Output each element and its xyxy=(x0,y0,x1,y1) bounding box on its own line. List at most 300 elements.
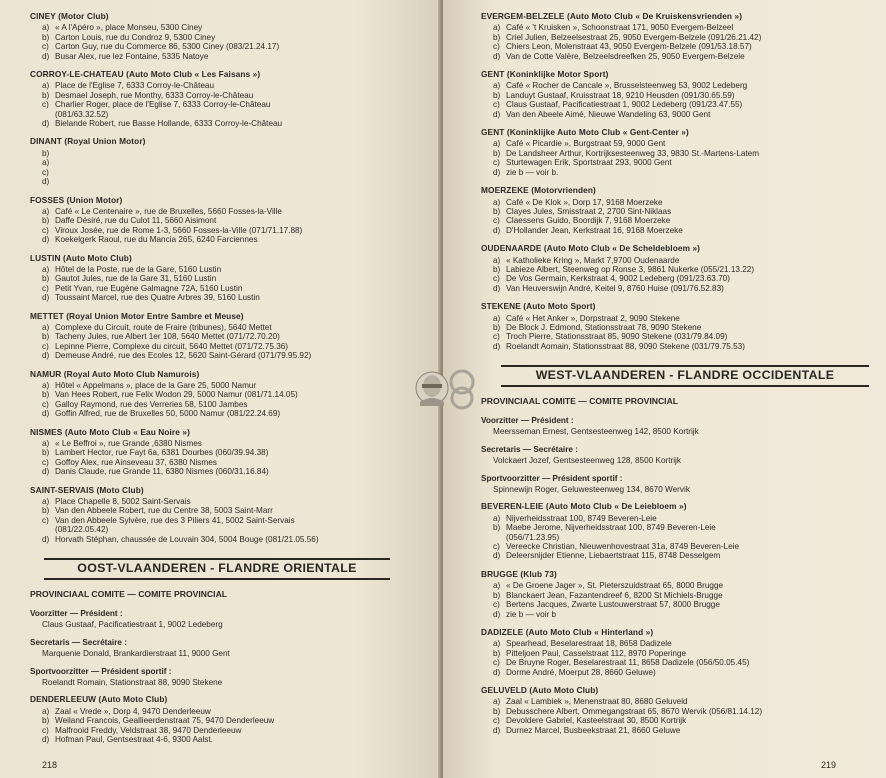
entry-key: c) xyxy=(493,216,500,226)
entry-text: Place Chapelle 8, 5002 Saint-Servais xyxy=(55,497,191,507)
entry-text: Lepinne Pierre, Complexe du circuit, 5640 Mettet (071/72.75.36) xyxy=(55,341,289,351)
entry-key: c) xyxy=(42,341,49,351)
left-page xyxy=(0,0,440,778)
entry-text: Carton Louis, rue du Condroz 9, 5300 Ciney xyxy=(55,32,216,42)
club-entries xyxy=(30,149,430,187)
club-entry xyxy=(30,81,430,90)
club-entry xyxy=(30,351,430,360)
entry-text: Goffoy Alex, rue Ainseveau 37, 6380 Nismes xyxy=(55,457,217,467)
club-entry xyxy=(30,52,430,61)
entry-text: Claessens Guido, Boordijk 7, 9168 Moerzeke xyxy=(506,216,671,226)
club-entry xyxy=(481,514,877,523)
club-entry xyxy=(481,168,877,177)
right-roles-list xyxy=(481,416,877,494)
club-name: FOSSES (Union Motor) xyxy=(30,194,123,205)
club-block xyxy=(481,628,877,677)
club-name: METTET (Royal Union Motor Entre Sambre et Meuse) xyxy=(30,310,244,321)
entry-text: Landuyt Gustaaf, Kruisstraat 18, 9210 Heusden (091/30.65.59) xyxy=(506,90,735,100)
entry-key: a) xyxy=(493,581,501,591)
entry-key: a) xyxy=(493,513,501,523)
club-name: GENT (Koninklijke Auto Moto Club « Gent-Center ») xyxy=(481,127,689,138)
entry-text: De Block J. Edmond, Stationsstraat 78, 9090 Stekene xyxy=(506,322,702,332)
club-entries xyxy=(481,514,877,561)
entry-text: « A l'Apéro », place Monseu, 5300 Ciney xyxy=(55,23,203,33)
entry-key: d) xyxy=(42,734,50,744)
club-name: EVERGEM-BELZELE (Auto Moto Club « De Kruiskensvrienden ») xyxy=(481,11,743,21)
club-entry xyxy=(30,726,430,735)
entry-text: « Katholieke Kring », Markt 7,9700 Oudenaarde xyxy=(506,255,680,265)
page-number-left: 218 xyxy=(42,760,58,770)
entry-key: a) xyxy=(42,81,50,91)
role-value: Spinnewijn Roger, Geluwesteenweg 134, 8670 Wervik xyxy=(493,485,690,495)
club-name: DINANT (Royal Union Motor) xyxy=(30,136,146,147)
club-entry xyxy=(30,265,430,274)
entry-key: c) xyxy=(42,283,49,293)
entry-text: zie b — voir b. xyxy=(506,167,559,177)
entry-text: Van Hees Robert, rue Felix Wodon 29, 5000 Namur (081/71.14.05) xyxy=(55,390,298,400)
club-name: OUDENAARDE (Auto Moto Club « De Scheldebloem ») xyxy=(481,243,701,254)
entry-text: Busar Alex, rue lez Fontaine, 5335 Natoye xyxy=(55,51,209,61)
entry-key: a) xyxy=(42,206,50,216)
entry-key: b) xyxy=(493,523,501,533)
entry-text: Debusschere Albert, Ommegangstraat 65, 8670 Wervik (056/81.14.12) xyxy=(506,706,763,716)
club-entry xyxy=(481,42,877,51)
club-entry xyxy=(481,649,877,658)
club-block xyxy=(30,137,430,186)
entry-key: a) xyxy=(42,264,50,274)
club-entry xyxy=(30,226,430,235)
entry-key: d) xyxy=(493,225,501,235)
entry-key: d) xyxy=(42,409,50,419)
club-entry xyxy=(30,149,430,158)
entry-key: c) xyxy=(493,274,500,284)
club-block xyxy=(481,70,877,119)
entry-text: Desmael Joseph, rue Monthy, 6333 Corroy-le-Château xyxy=(55,90,254,100)
entry-key: c) xyxy=(42,225,49,235)
entry-key: c) xyxy=(42,457,49,467)
club-block xyxy=(481,686,877,735)
club-entry xyxy=(30,735,430,744)
comite-role xyxy=(30,667,430,688)
club-entry xyxy=(481,216,877,225)
region-title-oost-vlaanderen: OOST-VLAANDEREN - FLANDRE ORIENTALE xyxy=(44,558,390,579)
entry-text: Petit Yvan, rue Eugène Galmagne 72A, 5160 Lustin xyxy=(55,283,243,293)
club-entry xyxy=(481,91,877,100)
club-entry xyxy=(481,533,877,542)
club-entry xyxy=(30,342,430,351)
club-entry xyxy=(30,293,430,302)
right-column xyxy=(481,12,877,744)
entry-key: b) xyxy=(42,216,50,226)
entry-key: b) xyxy=(493,206,501,216)
club-entry xyxy=(481,226,877,235)
comite-role xyxy=(481,416,877,437)
club-entries xyxy=(30,439,430,477)
club-entry xyxy=(481,591,877,600)
club-entries xyxy=(481,256,877,294)
entry-key: a) xyxy=(42,706,50,716)
entry-text: Bielande Robert, rue Basse Hollande, 6333 Corroy-le-Château xyxy=(55,119,283,129)
club-entries xyxy=(30,207,430,245)
entry-text: Vereecke Christian, Nieuwenhovestraat 31a, 8749 Beveren-Leie xyxy=(506,542,740,552)
club-entry xyxy=(481,139,877,148)
club-entry xyxy=(30,284,430,293)
role-label: Sportvoorzitter — Président sportif : xyxy=(30,666,172,676)
club-entry xyxy=(30,707,430,716)
club-entry xyxy=(30,439,430,448)
entry-key: c) xyxy=(42,725,49,735)
club-entry xyxy=(30,119,430,128)
entry-text: (081/63.32.52) xyxy=(55,109,109,119)
club-name: MOERZEKE (Motorvrienden) xyxy=(481,185,596,196)
entry-key: a) xyxy=(42,322,50,332)
entry-key: b) xyxy=(42,148,50,158)
entry-key: b) xyxy=(42,274,50,284)
club-entries xyxy=(481,139,877,177)
club-entries xyxy=(481,581,877,619)
entry-key xyxy=(42,525,55,534)
club-entry xyxy=(481,81,877,90)
entry-key: a) xyxy=(493,81,501,91)
entry-key: c) xyxy=(493,42,500,52)
club-block xyxy=(30,254,430,303)
club-block xyxy=(30,196,430,245)
club-entry xyxy=(481,100,877,109)
role-label: Voorzitter — Président : xyxy=(481,416,574,425)
entry-text: « De Groene Jager », St. Pieterszuidstraat 65, 8000 Brugge xyxy=(506,581,724,591)
role-label: Sportvoorzitter — Président sportif : xyxy=(481,473,623,483)
club-entry xyxy=(481,158,877,167)
entry-key: c) xyxy=(42,515,49,525)
club-block xyxy=(481,302,877,351)
role-value: Marquenie Donald, Brankardierstraat 11, 9000 Gent xyxy=(42,649,230,659)
entry-text: Malfrooid Freddy, Veldstraat 38, 9470 Denderleeuw xyxy=(55,725,242,735)
right-club-list-bottom xyxy=(481,502,877,735)
role-value: Claus Gustaaf, Pacificatiestraat 1, 9002 Ledeberg xyxy=(42,620,223,630)
club-entries xyxy=(481,81,877,119)
entry-text: Van Heuverswijn André, Keitel 9, 8760 Huise (091/76.52.83) xyxy=(506,283,724,293)
left-roles-list xyxy=(30,609,430,687)
entry-key: d) xyxy=(42,119,50,129)
club-entry xyxy=(30,100,430,109)
club-entry xyxy=(30,381,430,390)
right-club-list-top xyxy=(481,12,877,351)
entry-key: d) xyxy=(493,283,501,293)
entry-key xyxy=(493,533,506,542)
entry-key: d) xyxy=(42,534,50,544)
club-name: SAINT-SERVAIS (Moto Club) xyxy=(30,484,144,495)
club-entry xyxy=(30,506,430,515)
entry-key: d) xyxy=(493,109,501,119)
club-entry xyxy=(481,332,877,341)
club-name: CORROY-LE-CHATEAU (Auto Moto Club « Les Faisans ») xyxy=(30,69,261,80)
entry-text: Demeuse André, rue des Ecoles 12, 5620 Saint-Gérard (071/79.95.92) xyxy=(55,351,312,361)
entry-text: Café « Rocher de Cancale », Brusselsteenweg 53, 9002 Ledeberg xyxy=(506,81,748,91)
entry-text: Carton Guy, rue du Commerce 86, 5300 Ciney (083/21.24.17) xyxy=(55,42,280,52)
entry-key: c) xyxy=(493,542,500,552)
comite-role xyxy=(30,638,430,659)
club-name: BRUGGE (Klub 73) xyxy=(481,568,557,579)
entry-text: Claus Gustaaf, Pacificatiestraat 1, 9002 Ledeberg (091/23.47.55) xyxy=(506,100,743,110)
entry-key: c) xyxy=(493,716,500,726)
entry-key: c) xyxy=(42,100,49,110)
club-entries xyxy=(30,265,430,303)
club-entry xyxy=(481,284,877,293)
club-entry xyxy=(30,274,430,283)
comite-role xyxy=(481,474,877,495)
club-block xyxy=(481,12,877,61)
entry-text: Deleersnijder Etienne, Liebaertstraat 115, 8748 Desselgem xyxy=(506,551,721,561)
entry-key: a) xyxy=(42,439,50,449)
club-block xyxy=(30,370,430,419)
entry-key: a) xyxy=(493,139,501,149)
entry-key: c) xyxy=(42,167,49,177)
portrait-stamp-icon xyxy=(410,360,482,420)
entry-text: Galloy Raymond, rue des Verreries 58, 5100 Jambes xyxy=(55,399,248,409)
club-entry xyxy=(30,716,430,725)
club-block xyxy=(30,312,430,361)
club-entry xyxy=(481,52,877,61)
club-entries xyxy=(30,497,430,544)
entry-key: b) xyxy=(42,390,50,400)
club-entry xyxy=(481,542,877,551)
entry-text: Van den Abbeele Sylvère, rue des 3 Piliers 41, 5002 Saint-Servais xyxy=(55,515,295,525)
entry-text: Café « 't Kruisken », Schoonstraat 171, 9050 Evergem-Belzeel xyxy=(506,23,734,33)
entry-key: c) xyxy=(493,600,500,610)
entry-text: Nijverheidsstraat 100, 8749 Beveren-Leie xyxy=(506,513,657,523)
club-entries xyxy=(481,314,877,352)
entry-key: a) xyxy=(493,313,501,323)
club-block xyxy=(30,428,430,477)
entry-key: d) xyxy=(42,293,50,303)
entry-key: b) xyxy=(42,448,50,458)
club-block xyxy=(481,502,877,560)
club-entries xyxy=(30,707,430,745)
entry-key: b) xyxy=(493,648,501,658)
entry-key: b) xyxy=(493,32,501,42)
club-entry xyxy=(481,610,877,619)
entry-text: Troch Pierre, Stationsstraat 85, 9090 Stekene (031/79.84.09) xyxy=(506,332,728,342)
entry-text: Devoldere Gabriel, Kasteelstraat 30, 8500 Kortrijk xyxy=(506,716,687,726)
entry-text: Lambert Hector, rue Fayt 6a, 6381 Dourbes (060/39.94.38) xyxy=(55,448,269,458)
club-entry xyxy=(481,256,877,265)
entry-text: zie b — voir b xyxy=(506,609,557,619)
entry-key: c) xyxy=(42,399,49,409)
club-entry xyxy=(481,726,877,735)
entry-text: Hôtel de la Poste, rue de la Gare, 5160 Lustin xyxy=(55,264,222,274)
entry-key: d) xyxy=(42,467,50,477)
entry-key: b) xyxy=(493,264,501,274)
right-page xyxy=(443,0,886,778)
entry-text: De Landsheer Arthur, Kortrijksesteenweg 33, 9830 St.-Martens-Latem xyxy=(506,148,760,158)
page-number-right: 219 xyxy=(820,760,836,770)
club-entries xyxy=(481,639,877,677)
club-entries xyxy=(481,23,877,61)
entry-text: Pitteljoen Paul, Casselstraat 112, 8970 Poperinge xyxy=(506,648,687,658)
entry-key: d) xyxy=(42,177,50,187)
entry-key: c) xyxy=(493,658,500,668)
entry-key: d) xyxy=(493,167,501,177)
entry-key: d) xyxy=(493,609,501,619)
left-club-list-top xyxy=(30,12,430,544)
entry-text: Criel Julien, Belzeelsestraat 25, 9050 Evergem-Belzele (091/26.21.42) xyxy=(506,32,762,42)
club-block xyxy=(481,128,877,177)
entry-text: Café « De Klok », Dorp 17, 9168 Moerzeke xyxy=(506,197,663,207)
entry-text: Bertens Jacques, Zwarte Lustouwerstraat 57, 8000 Brugge xyxy=(506,600,720,610)
entry-text: Hofman Paul, Gentsestraat 4-6, 9300 Aalst. xyxy=(55,734,213,744)
club-entry xyxy=(481,198,877,207)
entry-key: d) xyxy=(42,235,50,245)
entry-text: Complexe du Circuit, route de Fraire (tribunes), 5640 Mettet xyxy=(55,322,272,332)
entry-text: Café « Le Centenaire », rue de Bruxelles, 5660 Fosses-la-Ville xyxy=(55,206,282,216)
entry-text: (081/22.05.42) xyxy=(55,525,109,535)
club-entry xyxy=(30,535,430,544)
club-entry xyxy=(481,23,877,32)
club-block xyxy=(481,244,877,293)
entry-key: a) xyxy=(42,23,50,33)
entry-text: Chiers Leon, Molenstraat 43, 9050 Evergem-Belzele (091/53.18.57) xyxy=(506,42,752,52)
club-name: NISMES (Auto Moto Club « Eau Noire ») xyxy=(30,426,190,437)
role-label: Secretaris — Secrétaire : xyxy=(30,637,127,647)
club-entry xyxy=(481,274,877,283)
club-block xyxy=(481,570,877,619)
club-name: DADIZELE (Auto Moto Club « Hinterland ») xyxy=(481,626,654,637)
club-entries xyxy=(481,697,877,735)
role-value: Meersseman Ernest, Gentsesteenweg 142, 8500 Kortrijk xyxy=(493,427,699,437)
entry-key: b) xyxy=(42,716,50,726)
left-club-list-bottom xyxy=(30,695,430,744)
entry-key: b) xyxy=(42,32,50,42)
entry-text: Gautot Jules, rue de la Gare 31, 5160 Lustin xyxy=(55,274,217,284)
club-entry xyxy=(30,23,430,32)
entry-key: b) xyxy=(42,332,50,342)
club-entry xyxy=(481,581,877,590)
entry-text: Weiland Francois, Geallieerdenstraat 75, 9470 Denderleeuw xyxy=(55,716,275,726)
club-entry xyxy=(30,497,430,506)
entry-text: Charlier Roger, place de l'Eglise 7, 6333 Corroy-le-Château xyxy=(55,100,271,110)
entry-key: d) xyxy=(493,667,501,677)
entry-text: Van den Abeele Aimé, Nieuwe Wandeling 63, 9000 Gent xyxy=(506,109,711,119)
club-entry xyxy=(30,207,430,216)
club-entry xyxy=(30,177,430,186)
club-entry xyxy=(481,265,877,274)
club-entry xyxy=(30,525,430,534)
entry-text: Zaal « Vrede », Dorp 4, 9470 Denderleeuw xyxy=(55,706,211,716)
club-entry xyxy=(30,448,430,457)
entry-text: Spearhead, Beselarestraat 18, 8658 Dadizele xyxy=(506,639,672,649)
club-block xyxy=(30,486,430,544)
club-entry xyxy=(481,342,877,351)
entry-key: a) xyxy=(42,158,50,168)
club-entry xyxy=(481,110,877,119)
entry-key: b) xyxy=(493,90,501,100)
entry-text: Café « Het Anker », Dorpstraat 2, 9090 Stekene xyxy=(506,313,680,323)
entry-text: Goffin Alfred, rue de Bruxelles 50, 5000 Namur (081/22.24.69) xyxy=(55,409,281,419)
comite-title-left: PROVINCIAAL COMITE — COMITE PROVINCIAL xyxy=(30,588,228,599)
region-title-west-vlaanderen: WEST-VLAANDEREN - FLANDRE OCCIDENTALE xyxy=(501,365,869,386)
comite-role xyxy=(30,609,430,630)
left-column xyxy=(30,12,430,753)
club-entry xyxy=(30,390,430,399)
club-entry xyxy=(481,314,877,323)
entry-text: Place de l'Eglise 7, 6333 Corroy-le-Château xyxy=(55,81,215,91)
entry-key: a) xyxy=(42,497,50,507)
entry-key: d) xyxy=(493,725,501,735)
entry-key: d) xyxy=(42,351,50,361)
entry-key: b) xyxy=(493,590,501,600)
entry-key: b) xyxy=(42,90,50,100)
role-value: Volckaert Jozef, Gentsesteenweg 128, 8500 Kortrijk xyxy=(493,456,681,466)
club-block xyxy=(30,70,430,128)
club-entry xyxy=(481,33,877,42)
club-entries xyxy=(481,198,877,236)
entry-text: Zaal « Lambiek », Menenstraat 80, 8680 Geluveld xyxy=(506,697,688,707)
entry-key: a) xyxy=(493,255,501,265)
entry-text: Van den Abbeele Robert, rue du Centre 38, 5003 Saint-Marr xyxy=(55,506,273,516)
club-entry xyxy=(30,400,430,409)
club-entry xyxy=(481,707,877,716)
entry-text: Koekelgerk Raoul, rue du Mancia 265, 6240 Farciennes xyxy=(55,235,258,245)
entry-text: Tacheny Jules, rue Albert 1er 108, 5640 Mettet (071/72.70.20) xyxy=(55,332,280,342)
club-entry xyxy=(30,235,430,244)
entry-text: Café « Picardie », Burgstraat 59, 9000 Gent xyxy=(506,139,666,149)
role-label: Voorzitter — Président : xyxy=(30,608,123,618)
club-name: BEVEREN-LEIE (Auto Moto Club « De Leiebloem ») xyxy=(481,501,687,512)
club-entry xyxy=(30,516,430,525)
entry-key: a) xyxy=(493,23,501,33)
club-entry xyxy=(30,216,430,225)
club-entry xyxy=(30,409,430,418)
entry-text: Blanckaert Jean, Fazantendreef 6, 8200 St Michiels-Brugge xyxy=(506,590,723,600)
club-entry xyxy=(481,668,877,677)
role-label: Secretaris — Secrétaire : xyxy=(481,444,578,454)
club-block xyxy=(30,12,430,61)
role-value: Roelandt Romain, Stationstraat 88, 9090 Stekene xyxy=(42,677,223,687)
entry-key: a) xyxy=(493,197,501,207)
comite-title-right: PROVINCIAAL COMITE — COMITE PROVINCIAL xyxy=(481,395,679,406)
club-entry xyxy=(481,207,877,216)
club-entry xyxy=(30,467,430,476)
club-name: CINEY (Motor Club) xyxy=(30,11,109,21)
entry-key: b) xyxy=(493,148,501,158)
club-entry xyxy=(481,658,877,667)
club-entry xyxy=(30,458,430,467)
club-entry xyxy=(481,600,877,609)
club-entry xyxy=(30,323,430,332)
entry-key: c) xyxy=(493,100,500,110)
entry-key: a) xyxy=(42,381,50,390)
entry-key: c) xyxy=(42,42,49,52)
club-name: DENDERLEEUW (Auto Moto Club) xyxy=(30,694,168,705)
club-name: GENT (Koninklijke Motor Sport) xyxy=(481,69,609,80)
entry-key xyxy=(42,110,55,119)
entry-key: a) xyxy=(493,697,501,707)
entry-text: Hôtel « Appelmans », place de la Gare 25, 5000 Namur xyxy=(55,381,257,390)
club-entry xyxy=(481,697,877,706)
club-entries xyxy=(30,323,430,361)
entry-text: Sturtewagen Erik, Sportstraat 293, 9000 Gent xyxy=(506,158,672,168)
entry-text: Toussaint Marcel, rue des Quatre Arbres 39, 5160 Lustin xyxy=(55,293,260,303)
entry-text: Dorme André, Moerput 28, 8660 Geluwe) xyxy=(506,667,656,677)
entry-text: Horvath Stéphan, chaussée de Louvain 304, 5004 Bouge (081/21.05.56) xyxy=(55,534,319,544)
entry-key: d) xyxy=(42,51,50,61)
club-entry xyxy=(30,91,430,100)
club-block xyxy=(30,695,430,744)
entry-text: Daffe Désiré, rue du Culot 11, 5660 Aisimont xyxy=(55,216,217,226)
entry-text: D'Hollander Jean, Kerkstraat 16, 9168 Moerzeke xyxy=(506,225,683,235)
entry-text: « Le Beffroi », rue Grande ,6380 Nismes xyxy=(55,439,202,449)
club-entry xyxy=(30,168,430,177)
